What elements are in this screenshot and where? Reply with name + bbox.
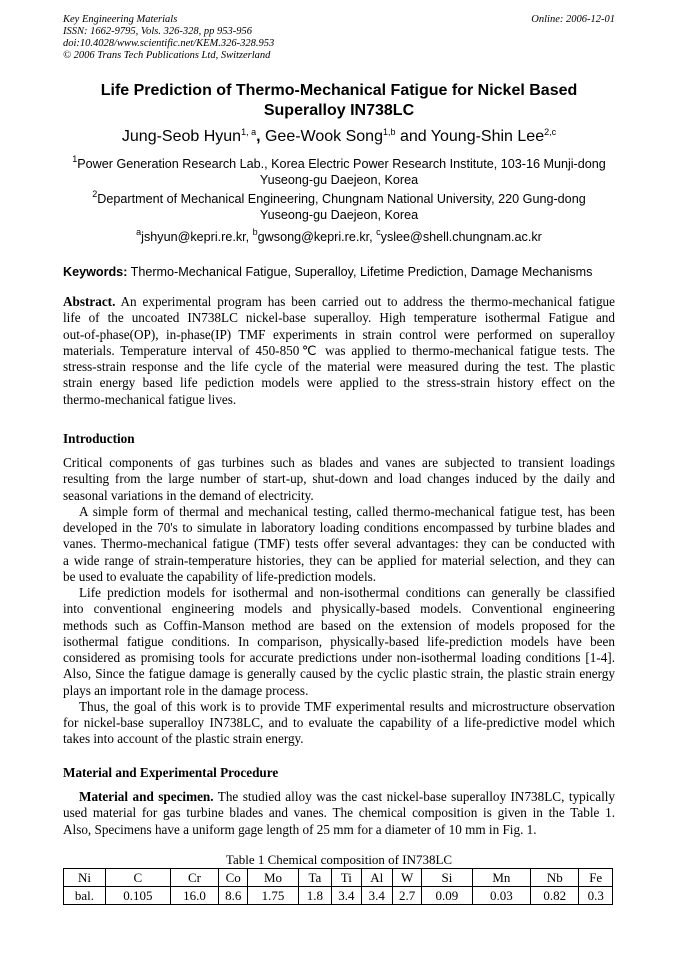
line-text: into conventional engineering models and physically-based models. Conventional engineering [63, 601, 615, 617]
author-separator: and [395, 128, 431, 145]
table-row [64, 887, 613, 905]
title-line: Life Prediction of Thermo-Mechanical Fatigue for Nickel Based [100, 82, 578, 99]
line-text: Thus, the goal of this work is to provide TMF experimental results and microstructure observation [79, 698, 615, 714]
abstract [63, 294, 615, 408]
title-line: Superalloy IN738LC [263, 102, 415, 119]
section-heading-introduction: Introduction [63, 431, 135, 446]
line-text: Critical components of gas turbines such as blades and vanes are subjected to transient loadings [63, 455, 615, 470]
line-text: vanes. Thermo-mechanical fatigue (TMF) tests offer several advantages: they can be conducted with [63, 536, 615, 552]
line-text: plays an important role in the damage process. [63, 682, 309, 698]
author: Gee-Wook Song [264, 128, 383, 145]
line-text: Life prediction models for isothermal and non-isothermal conditions can generally be classified [79, 585, 615, 600]
issn: ISSN: 1662-9795, Vols. 326-328, pp 953-956 [63, 26, 252, 37]
author: Jung-Seob Hyun [121, 128, 242, 145]
affiliation-1 [63, 156, 615, 188]
text-line [63, 455, 615, 471]
email-sup: a [136, 227, 142, 237]
table-header-cell: Fe [579, 869, 613, 887]
line-text: Also, Specimens have a uniform gage length of 25 mm for a diameter of 10 mm in Fig. 1. [63, 821, 537, 837]
table-header-cell: W [392, 869, 421, 887]
table-header-cell: Mo [248, 869, 298, 887]
email: jshyun@kepri.re.kr, [141, 230, 253, 244]
line-text: stress-strain response and the life cycle of the material were measured during the test. The plastic [63, 359, 615, 374]
run-in-heading: Material and specimen. [79, 789, 214, 804]
aff-line: Yuseong-gu Daejeon, Korea [259, 173, 419, 187]
text-line [63, 536, 615, 552]
table-cell: 0.82 [531, 887, 579, 905]
doi: doi:10.4028/www.scientific.net/KEM.326-328.953 [63, 38, 275, 49]
text-line [63, 392, 615, 408]
table-header-cell: Ta [298, 869, 332, 887]
table-cell: 0.105 [105, 887, 170, 905]
line-text: for nickel-base superalloy IN738LC, and to evaluate the capability of a life-predictive model which [63, 715, 615, 730]
page-header [63, 14, 274, 62]
line-text: An experimental program has been carried out to address the thermo-mechanical fatigue [115, 294, 615, 309]
text-line [63, 294, 615, 310]
author-sup: 1, a [241, 127, 257, 137]
line-text: The studied alloy was the cast nickel-base superalloy IN738LC, typically [213, 789, 615, 804]
table-header-cell: Si [422, 869, 472, 887]
text-line [63, 789, 615, 805]
table-header-cell: Ni [64, 869, 106, 887]
text-line [63, 488, 615, 504]
text-line [63, 327, 615, 343]
online-date: Online: 2006-12-01 [531, 14, 615, 25]
table-cell: 3.4 [332, 887, 361, 905]
aff-line: Yuseong-gu Daejeon, Korea [259, 208, 419, 222]
author-list [63, 128, 615, 146]
line-text: isothermal fatigue conditions. In comparison, physically-based life-prediction models have been [63, 633, 615, 649]
text-line [63, 634, 615, 650]
email: yslee@shell.chungnam.ac.kr [380, 230, 542, 244]
aff-line: Power Generation Research Lab., Korea Electric Power Research Institute, 103-16 Munji-dong [77, 157, 606, 171]
author-sup: 2,c [544, 127, 557, 137]
aff-sup: 1 [72, 154, 78, 164]
table-header-cell: Al [361, 869, 392, 887]
line-text: life of the uncoated IN738LC nickel-base superalloy. High temperature isothermal Fatigue and [63, 310, 615, 326]
introduction-body [63, 455, 615, 748]
table-cell: 2.7 [392, 887, 421, 905]
keywords-text: Thermo-Mechanical Fatigue, Superalloy, Lifetime Prediction, Damage Mechanisms [127, 265, 593, 279]
table-header-cell: Cr [170, 869, 218, 887]
section-heading-material: Material and Experimental Procedure [63, 765, 279, 780]
text-line [63, 553, 615, 569]
line-text: thermo-mechanical fatigue lives. [63, 391, 237, 407]
text-line [63, 601, 615, 617]
table-header-cell: Nb [531, 869, 579, 887]
text-line [63, 731, 615, 747]
table-cell: 0.09 [422, 887, 472, 905]
aff-sup: 2 [92, 189, 98, 199]
table-cell: bal. [64, 887, 106, 905]
line-text: out-of-phase(OP), in-phase(IP) TMF experiments in strain control were performed on superalloy [63, 326, 615, 342]
line-text: a wide range of strain-temperature histories, they can be applied for material selection, and they can [63, 552, 615, 568]
line-text: A simple form of thermal and mechanical testing, called thermo-mechanical fatigue test, has been [79, 503, 615, 519]
text-line [63, 683, 615, 699]
text-line [63, 650, 615, 666]
text-line [63, 715, 615, 731]
email-sup: b [252, 227, 258, 237]
email: gwsong@kepri.re.kr, [257, 230, 377, 244]
text-line [63, 822, 615, 838]
line-text: seasonal variations in the demand of electricity. [63, 487, 314, 503]
aff-line: Department of Mechanical Engineering, Chungnam National University, 220 Gung-dong [97, 192, 586, 206]
line-text: resulting from the large number of start-up, shut-down and load changes induced by the daily and [63, 471, 615, 487]
text-line [63, 504, 615, 520]
email-sup: c [376, 227, 381, 237]
line-text: developed in the 70's to simulate in laboratory loading conditions encompassed by turbine blades and [63, 520, 615, 535]
line-text: considered as promising tools for accurate predictions under non-isothermal loading conditions [1-4]. [63, 650, 615, 665]
text-line [63, 343, 615, 359]
affiliation-2 [63, 191, 615, 223]
material-body [63, 789, 615, 838]
text-line [63, 618, 615, 634]
text-line [63, 699, 615, 715]
table-cell: 0.3 [579, 887, 613, 905]
line-text: strain energy based life pediction models were applied to the stress-strain history effect on the [63, 375, 615, 391]
copyright: © 2006 Trans Tech Publications Ltd, Switzerland [63, 50, 271, 61]
table-cell: 8.6 [219, 887, 248, 905]
paper-title [63, 81, 615, 121]
table-cell: 3.4 [361, 887, 392, 905]
text-line [63, 805, 615, 821]
text-line [63, 569, 615, 585]
keywords [63, 265, 592, 279]
table-cell: 1.8 [298, 887, 332, 905]
text-line [63, 310, 615, 326]
keywords-label: Keywords: [63, 265, 128, 279]
journal-name: Key Engineering Materials [63, 14, 178, 25]
email-list [63, 229, 615, 245]
line-text: methods such as Coffin-Manson method are based on the extension of models proposed for the [63, 617, 615, 633]
text-line [63, 375, 615, 391]
author: Young-Shin Lee [430, 128, 545, 145]
table-header-cell: C [105, 869, 170, 887]
table-header-cell: Co [219, 869, 248, 887]
line-text: Also, Since the fatigue damage is generally caused by the cyclic plastic strain, the plastic strain energy [63, 666, 615, 682]
run-in-heading: Abstract. [63, 294, 116, 309]
text-line [63, 585, 615, 601]
text-line [63, 471, 615, 487]
table-cell: 1.75 [248, 887, 298, 905]
text-line [63, 520, 615, 536]
table-header-row [64, 869, 613, 887]
line-text: used material for gas turbine blades and vanes. The chemical composition is given in the Table 1. [63, 805, 615, 821]
table-cell: 16.0 [170, 887, 218, 905]
line-text: materials. Temperature interval of 450-850℃ was applied to thermo-mechanical fatigue tests. The [63, 342, 615, 358]
table-caption: Table 1 Chemical composition of IN738LC [225, 852, 453, 867]
text-line [63, 666, 615, 682]
composition-table [63, 868, 613, 905]
author-separator: , [256, 128, 265, 145]
line-text: takes into account of the plastic strain energy. [63, 731, 304, 747]
table-cell: 0.03 [472, 887, 531, 905]
author-sup: 1,b [382, 127, 396, 137]
text-line [63, 359, 615, 375]
table-header-cell: Ti [332, 869, 361, 887]
table-header-cell: Mn [472, 869, 531, 887]
line-text: be used to evaluate the capability of life-prediction models. [63, 568, 377, 584]
